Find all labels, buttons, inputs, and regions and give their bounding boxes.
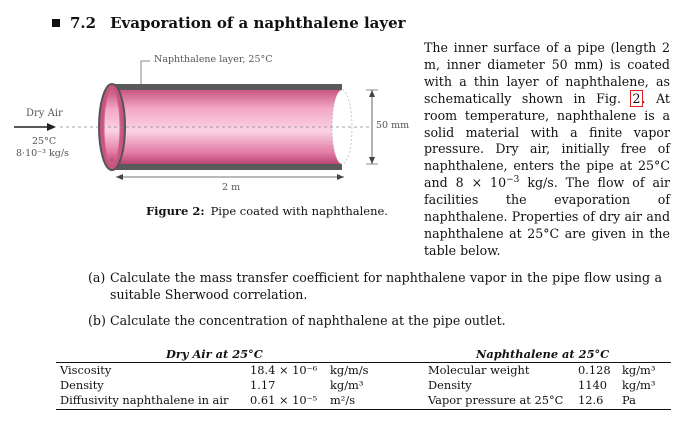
length-label: 2 m xyxy=(222,182,241,193)
table-cell: kg/m/s xyxy=(330,363,369,377)
pipe-figure xyxy=(0,40,410,230)
length-arrow-right xyxy=(337,174,344,180)
table-cell: Density xyxy=(428,378,472,392)
description-part1: The inner surface of a pipe (length 2 m, inner diameter 50 mm) is coated with a thin layer of naphthalene, as schematically shown in Fig. xyxy=(424,40,670,106)
question-text: Calculate the concentration of naphthalene at the pipe outlet. xyxy=(110,313,506,328)
table-cell: kg/m³ xyxy=(622,378,656,392)
section-title: Evaporation of a naphthalene layer xyxy=(110,14,406,32)
table-header-dry-air xyxy=(166,347,263,362)
table-rule-bottom xyxy=(56,409,671,410)
naphthalene-header-text: Naphthalene at 25°C xyxy=(476,347,610,361)
table-cell: 0.128 xyxy=(578,363,611,377)
table-cell: Pa xyxy=(622,393,636,407)
inlet-flow-rate: 8·10⁻³ kg/s xyxy=(16,148,69,159)
layer-label: Naphthalene layer, 25°C xyxy=(154,54,273,65)
table-cell: Diffusivity naphthalene in air xyxy=(60,393,229,407)
diameter-label: 50 mm xyxy=(376,120,410,131)
section-number: 7.2 xyxy=(70,14,97,32)
table-cell: 1.17 xyxy=(250,378,276,392)
table-cell: 1140 xyxy=(578,378,607,392)
problem-description xyxy=(424,40,670,260)
table-cell: m²/s xyxy=(330,393,356,407)
section-heading xyxy=(52,14,406,32)
figure-caption xyxy=(146,204,388,218)
figure-reference-link[interactable]: 2 xyxy=(632,90,641,106)
length-arrow-left xyxy=(116,174,123,180)
question-text: Calculate the mass transfer coefficient for naphthalene vapor in the pipe flow using a suitable Sherwood correlation. xyxy=(110,270,662,302)
description-part2: . At room temperature, naphthalene is a solid material with a finite vapor pressure. Dry air, initially free of naphthalene, enters the pipe at 25°C and 8 × 10 xyxy=(424,90,670,191)
table-cell: Density xyxy=(60,378,104,392)
table-cell: kg/m³ xyxy=(622,363,656,377)
table-header-naphthalene xyxy=(476,347,609,362)
caption-text: Pipe coated with naphthalene. xyxy=(210,204,388,218)
table-cell: 18.4 × 10⁻⁶ xyxy=(250,363,318,377)
pipe-diagram xyxy=(0,40,410,230)
inlet-temperature: 25°C xyxy=(32,136,57,147)
table-cell: Viscosity xyxy=(60,363,112,377)
pipe-inlet-opening xyxy=(104,91,120,163)
table-cell: Vapor pressure at 25°C xyxy=(428,393,564,407)
caption-label: Figure 2: xyxy=(146,204,205,218)
description-part3: kg/s. The flow of air facilities the evaporation of naphthalene. Properties of dry air and naphthalene at 25°C are given in the table below. xyxy=(424,175,670,258)
table-cell: Molecular weight xyxy=(428,363,530,377)
bullet-square xyxy=(52,19,60,27)
table-cell: 0.61 × 10⁻⁵ xyxy=(250,393,318,407)
dry-air-header-text: Dry Air at 25°C xyxy=(166,347,263,361)
layer-leader-line xyxy=(141,61,150,84)
flow-exponent: −3 xyxy=(506,175,520,186)
inlet-label: Dry Air xyxy=(26,108,63,119)
diameter-arrow-bottom xyxy=(369,157,375,164)
table-cell: 12.6 xyxy=(578,393,604,407)
question-tag: (b) xyxy=(88,313,106,328)
diameter-arrow-top xyxy=(369,90,375,97)
inlet-arrow-head xyxy=(47,123,56,131)
table-cell: kg/m³ xyxy=(330,378,364,392)
question-tag: (a) xyxy=(88,270,106,285)
